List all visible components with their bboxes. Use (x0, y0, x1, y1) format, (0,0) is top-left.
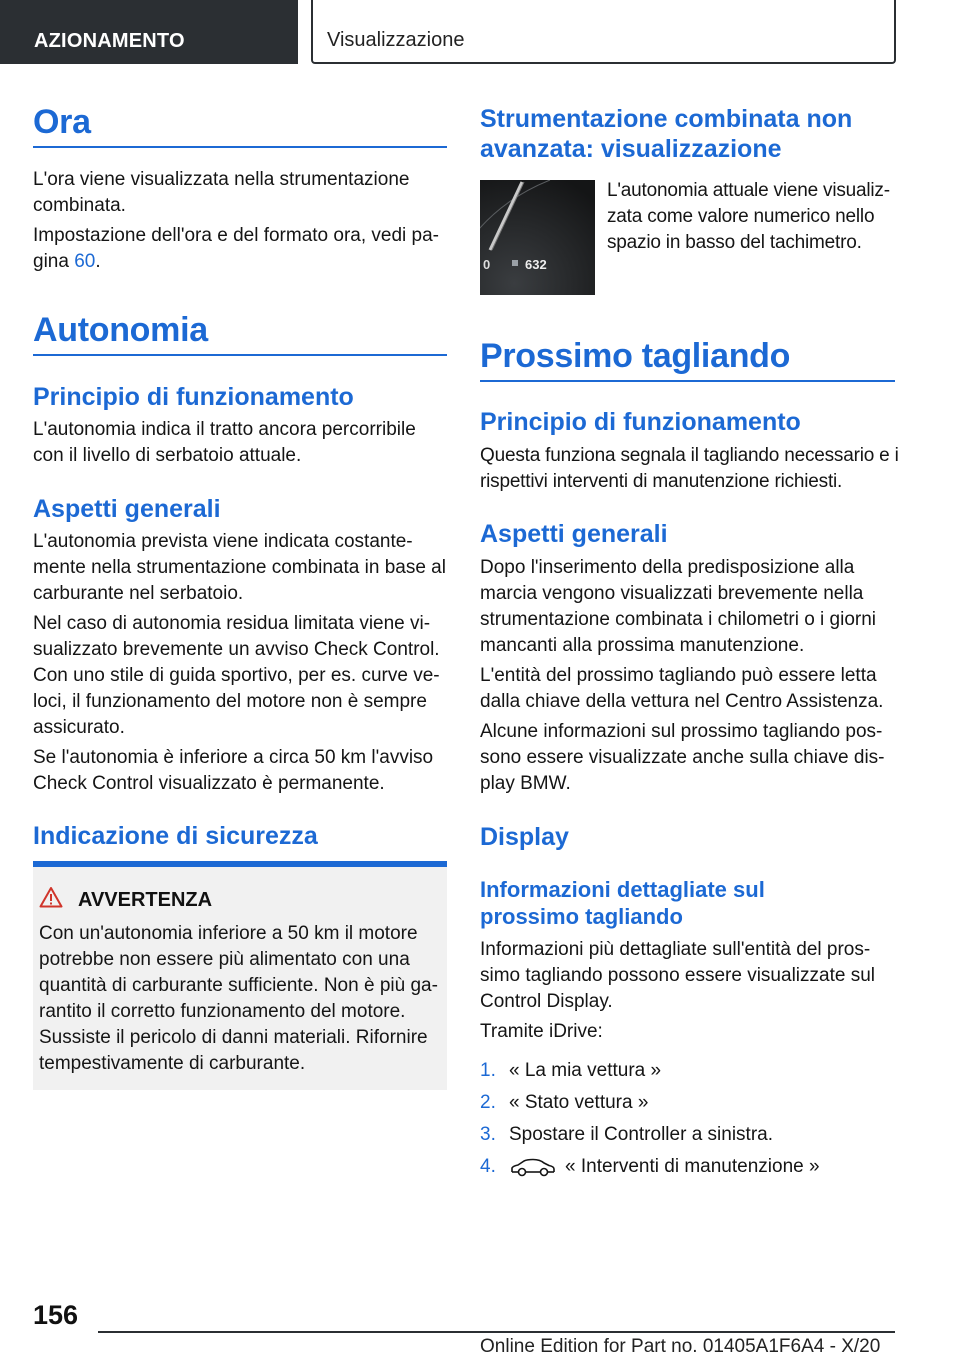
strum-paragraph: L'autonomia attuale viene visualiz- zata come valore numerico nello spazio in basso del tachimetro. (607, 180, 890, 253)
principio-paragraph: L'autonomia indica il tratto ancora percorribile con il livello di serbatoio attuale. (33, 419, 416, 466)
step-number: 4. (480, 1156, 496, 1177)
range-value-readout: 632 (525, 257, 547, 272)
subtitle-aspetti: Aspetti generali (480, 520, 668, 548)
warning-triangle-icon (39, 886, 63, 908)
step-number: 3. (480, 1124, 496, 1145)
section-title-ora: Ora (33, 103, 91, 141)
subtitle-informazioni: Informazioni dettagliate sul prossimo tagliando (480, 877, 765, 929)
subtitle-display: Display (480, 823, 569, 851)
speed-zero-label: 0 (483, 257, 491, 272)
warning-text: Con un'autonomia inferiore a 50 km il motore potrebbe non essere più alimentato con una quantità di carburante sufficiente. Non è più ga- rantito il corretto funzionamento del motore. Sussiste il pericolo di danni materiali. Rifornire tempestivamente di carburante. (39, 923, 438, 1074)
info-paragraph-1: Informazioni più dettagliate sull'entità del pros- simo tagliando possono essere visualizzate sul Control Display. (480, 939, 875, 1012)
speedometer-thumbnail (480, 180, 595, 295)
principio-paragraph: Questa funziona segnala il tagliando necessario e i rispettivi interventi di manutenzione richiesti. (480, 445, 899, 492)
warning-bar (33, 861, 447, 867)
subtitle-principio: Principio di funzionamento (480, 408, 801, 436)
page-number: 156 (33, 1300, 79, 1330)
aspetti-paragraph-1: L'autonomia prevista viene indicata costante- mente nella strumentazione combinata in base al carburante nel serbatoio. (33, 531, 446, 604)
title-rule (33, 146, 447, 148)
section-title-prossimo-tagliando: Prossimo tagliando (480, 337, 791, 375)
step-text: « Stato vettura » (509, 1092, 649, 1113)
section-title-autonomia: Autonomia (33, 311, 208, 349)
header-section-tab: AZIONAMENTO (0, 0, 298, 64)
ora-paragraph-2 (33, 223, 447, 275)
footer-edition-text: Online Edition for Part no. 01405A1F6A4 - X/20 (480, 1336, 881, 1357)
aspetti-paragraph-1: Dopo l'inserimento della predisposizione alla marcia vengono visualizzati brevemente nella strumentazione combinata i chilometri o i giorni mancanti alla prossima manutenzione. (480, 557, 877, 656)
info-paragraph-2: Tramite iDrive: (480, 1021, 603, 1042)
aspetti-paragraph-3: Se l'autonomia è inferiore a circa 50 km l'avviso Check Control visualizzato è permanente. (33, 747, 434, 794)
warning-title: AVVERTENZA (78, 889, 213, 911)
step-text: « La mia vettura » (509, 1060, 662, 1081)
aspetti-paragraph-3: Alcune informazioni sul prossimo tagliando pos- sono essere visualizzate anche sulla chiave dis- play BMW. (480, 721, 885, 794)
aspetti-paragraph-2: Nel caso di autonomia residua limitata viene vi- sualizzato brevemente un avviso Check Control. Con uno stile di guida sportivo, per es. curve ve- loci, il funzionamento del motore non è sempre assicurato. (33, 613, 440, 738)
subtitle-sicurezza: Indicazione di sicurezza (33, 822, 318, 850)
subtitle-aspetti: Aspetti generali (33, 495, 221, 523)
ora-paragraph-2-end: . (95, 251, 101, 272)
step-number: 1. (480, 1060, 496, 1081)
header-subsection-tab: Visualizzazione (311, 0, 896, 64)
car-icon (509, 1157, 557, 1179)
step-number: 2. (480, 1092, 496, 1113)
aspetti-paragraph-2: L'entità del prossimo tagliando può essere letta dalla chiave della vettura nel Centro Assistenza. (480, 665, 884, 712)
title-rule (33, 354, 447, 356)
section-title-strumentazione: Strumentazione combinata non avanzata: visualizzazione (480, 105, 853, 163)
ora-paragraph-2-text: Impostazione dell'ora e del formato ora, vedi pa- gina (33, 225, 440, 272)
subtitle-principio: Principio di funzionamento (33, 383, 354, 411)
footer-rule (98, 1331, 895, 1333)
step-text: « Interventi di manutenzione » (565, 1156, 820, 1177)
step-text: Spostare il Controller a sinistra. (509, 1124, 773, 1145)
ora-paragraph-1: L'ora viene visualizzata nella strumentazione combinata. (33, 169, 410, 216)
speedometer-needle-image (480, 180, 595, 295)
title-rule (480, 380, 895, 382)
page-link-60[interactable]: 60 (74, 251, 96, 272)
